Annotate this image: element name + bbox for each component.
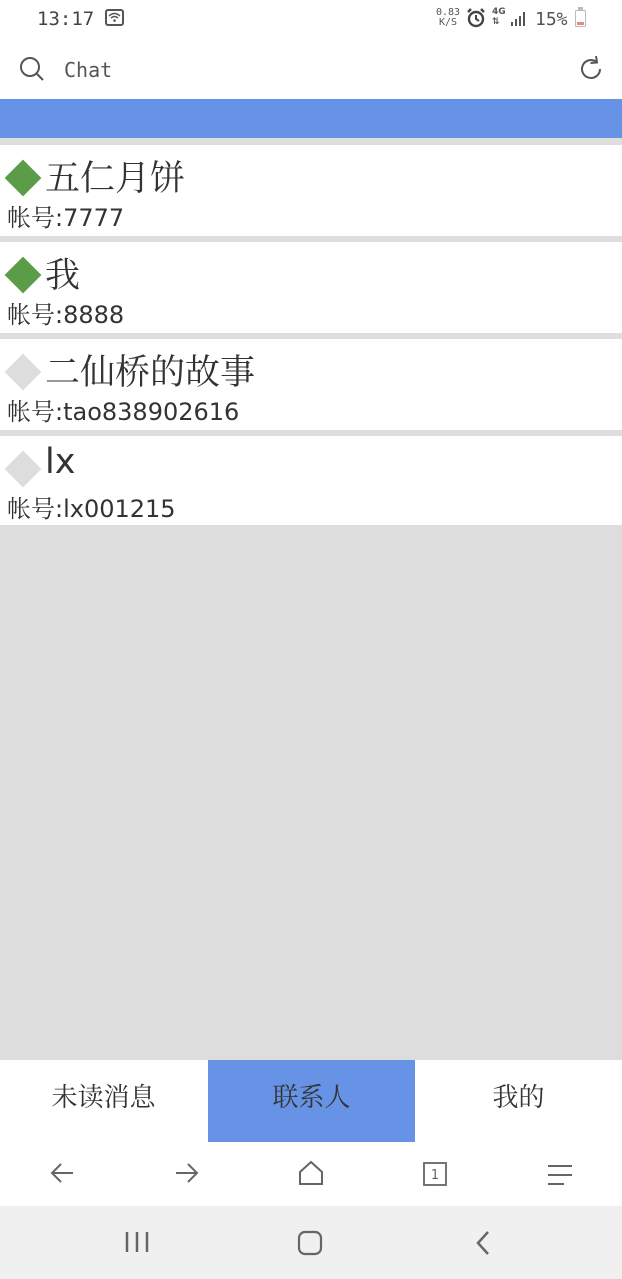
contact-item[interactable] [0,339,622,436]
header-bar [0,99,622,138]
bottom-tab-bar [0,1060,622,1142]
browser-toolbar [0,1142,622,1206]
network-speed-value: 0.83 [436,7,461,18]
contact-account: 帐号:lx001215 [7,495,176,523]
status-time: 13:17 [37,8,95,30]
status-bar [0,0,622,40]
contact-name: 二仙桥的故事 [45,353,256,393]
contact-name: 我 [45,256,81,296]
signal-icon [510,10,528,30]
contact-item[interactable] [0,436,622,528]
network-type-label: 4G [492,7,506,17]
contact-list [0,145,622,528]
contact-account: 帐号:7777 [7,204,125,232]
contact-item[interactable] [0,242,622,339]
empty-area [0,525,622,1060]
back-arrow-icon[interactable] [49,1160,75,1190]
network-type: 4G ⇅ [492,7,506,27]
offline-status-icon [5,451,42,488]
home-button-icon[interactable] [297,1230,323,1260]
contact-account: 帐号:tao838902616 [7,398,240,426]
tab-contacts[interactable]: 联系人 [208,1060,415,1142]
system-nav-bar [0,1206,622,1279]
menu-icon[interactable] [547,1164,573,1190]
tab-mine[interactable]: 我的 [492,1082,545,1113]
contact-name: lx [45,442,76,482]
contact-item[interactable] [0,145,622,242]
tabs-count-icon[interactable] [423,1162,447,1190]
recent-apps-icon[interactable] [124,1230,150,1258]
refresh-icon[interactable] [577,55,605,87]
wifi-hotspot-icon [105,9,124,26]
network-speed [436,8,460,28]
tabs-count: 1 [430,1168,440,1183]
search-input[interactable]: Chat [64,58,113,82]
contact-name: 五仁月饼 [45,159,186,199]
online-status-icon [5,257,42,294]
home-icon[interactable] [298,1160,324,1190]
alarm-icon [466,8,486,32]
search-icon[interactable] [19,56,45,86]
network-speed-unit: K/S [439,17,458,28]
system-back-icon[interactable] [474,1230,492,1260]
battery-icon [575,10,586,27]
search-bar[interactable] [0,40,622,98]
divider [0,138,622,145]
tab-unread-messages[interactable]: 未读消息 [51,1082,156,1113]
online-status-icon [5,160,42,197]
offline-status-icon [5,354,42,391]
forward-arrow-icon[interactable] [174,1160,200,1190]
battery-percent: 15% [535,9,568,30]
contact-account: 帐号:8888 [7,301,125,329]
